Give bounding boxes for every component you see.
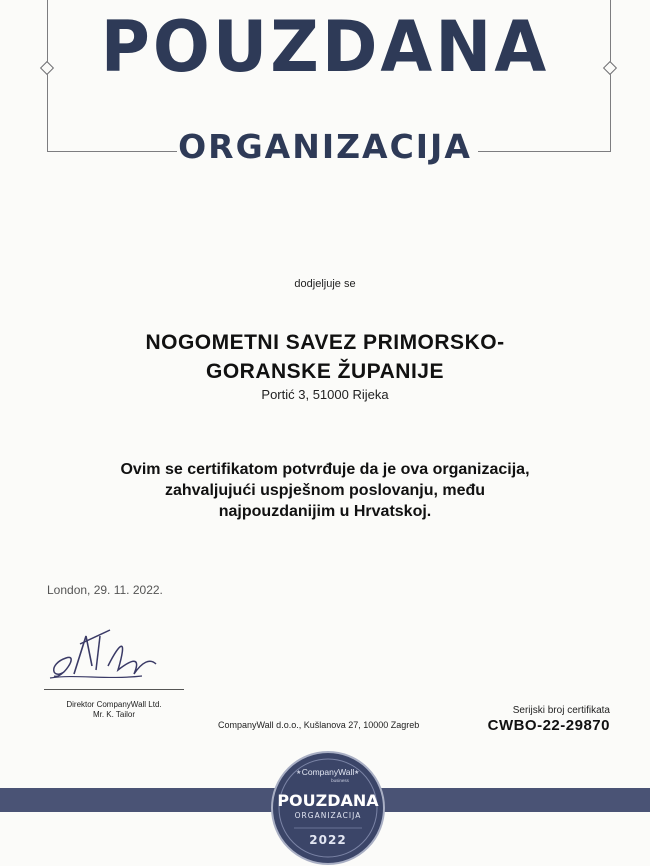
statement-line-1: Ovim se certifikatom potvrđuje da je ova organizacija, [120,461,530,478]
seal-title: POUZDANA [277,791,379,810]
certificate-subtitle: ORGANIZACIJA [178,127,472,166]
organization-name [60,328,590,386]
svg-text:★: ★ [296,769,302,776]
seal-year: 2022 [309,833,347,847]
seal-brand: CompanyWall [301,767,355,777]
seal-brand-sub: business [331,778,349,783]
serial-number: CWBO-22-29870 [487,717,610,734]
organization-address: Portić 3, 51000 Rijeka [261,387,389,402]
statement-line-2: zahvaljujući uspješnom poslovanju, među [164,482,486,499]
company-address: CompanyWall d.o.o., Kušlanova 27, 10000 Zagreb [218,720,420,730]
serial-number-label: Serijski broj certifikata [512,705,610,716]
director-name: Mr. K. Tailor [92,710,136,719]
statement-line-3: najpouzdanijim u Hrvatskoj. [218,503,432,520]
place-date: London, 29. 11. 2022. [47,583,163,597]
seal-subtitle: ORGANIZACIJA [294,811,362,820]
organization-name-line-1: NOGOMETNI SAVEZ PRIMORSKO- [145,331,505,354]
award-text: dodjeljuje se [294,278,356,290]
director-signature [46,622,176,684]
signature-line [44,689,184,690]
director-title: Direktor CompanyWall Ltd. [66,700,162,709]
certificate-statement [60,459,590,522]
certificate-seal [270,750,386,866]
svg-text:★: ★ [354,769,360,776]
organization-name-line-2: GORANSKE ŽUPANIJE [206,360,444,383]
certificate-title: POUZDANA [100,6,550,88]
